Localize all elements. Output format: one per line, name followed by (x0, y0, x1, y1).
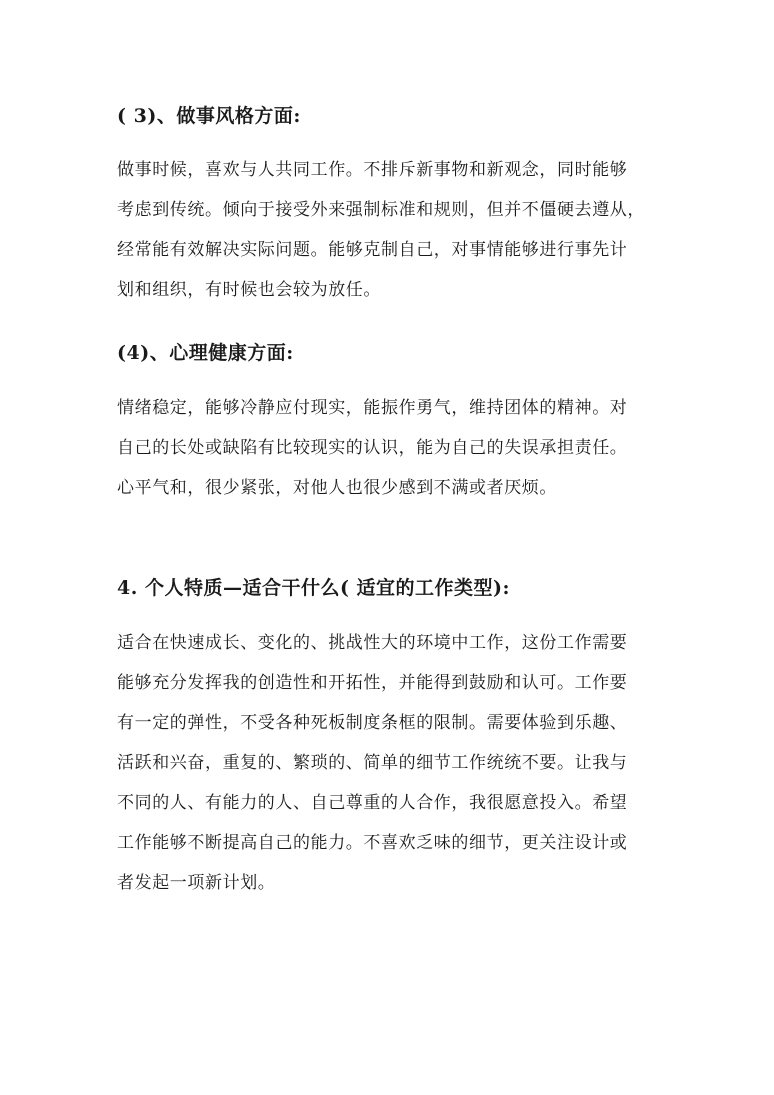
paragraph-line: 活跃和兴奋，重复的、繁琐的、简单的细节工作统统不要。让我与 (117, 753, 628, 773)
paragraph-line: 情绪稳定，能够冷静应付现实，能振作勇气，维持团体的精神。对 (117, 398, 628, 418)
paragraph-line: 经常能有效解决实际问题。能够克制自己，对事情能够进行事先计 (117, 240, 628, 260)
paragraph-personal-traits (117, 623, 677, 903)
paragraph-line: 工作能够不断提高自己的能力。不喜欢乏味的细节，更关注设计或 (117, 833, 628, 853)
paragraph-line: 能够充分发挥我的创造性和开拓性，并能得到鼓励和认可。工作要 (117, 673, 628, 693)
paragraph-line: 适合在快速成长、变化的、挑战性大的环境中工作，这份工作需要 (117, 633, 628, 653)
section-heading-work-style: ( 3)、做事风格方面: (117, 105, 301, 127)
paragraph-line: 有一定的弹性，不受各种死板制度条框的限制。需要体验到乐趣、 (117, 713, 628, 733)
paragraph-line: 考虑到传统。倾向于接受外来强制标准和规则，但并不僵硬去遵从， (117, 200, 645, 220)
paragraph-line: 心平气和，很少紧张，对他人也很少感到不满或者厌烦。 (117, 478, 557, 498)
paragraph-work-style (117, 150, 677, 310)
paragraph-line: 自己的长处或缺陷有比较现实的认识，能为自己的失误承担责任。 (117, 438, 628, 458)
paragraph-line: 不同的人、有能力的人、自己尊重的人合作，我很愿意投入。希望 (117, 793, 628, 813)
paragraph-line: 者发起一项新计划。 (117, 873, 276, 893)
section-heading-personal-traits: 4. 个人特质—适合干什么( 适宜的工作类型): (117, 577, 511, 599)
paragraph-mental-health (117, 388, 677, 508)
paragraph-line: 划和组织，有时候也会较为放任。 (117, 280, 381, 300)
section-heading-mental-health: (4)、心理健康方面: (117, 342, 294, 364)
paragraph-line: 做事时候，喜欢与人共同工作。不排斥新事物和新观念，同时能够 (117, 160, 628, 180)
